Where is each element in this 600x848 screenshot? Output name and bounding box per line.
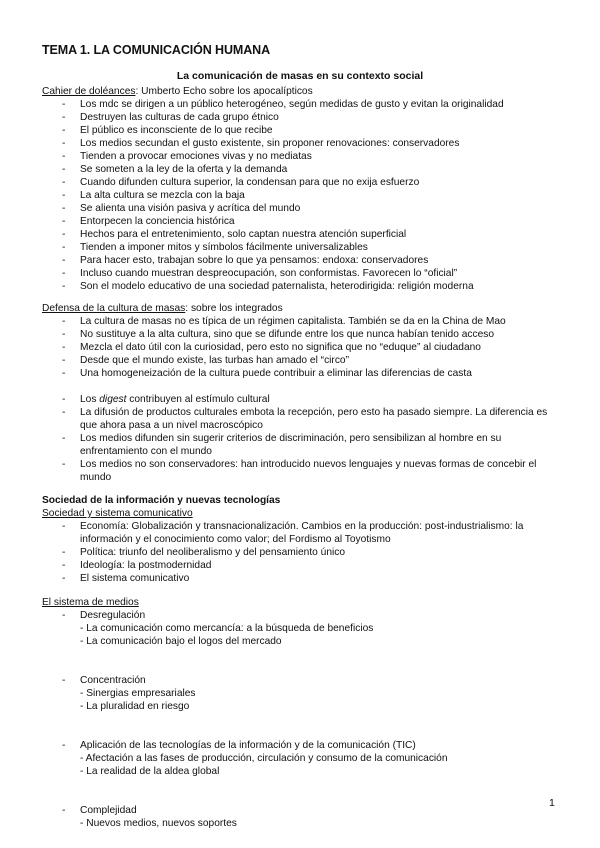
sub-item: - Sinergias empresariales [80,688,196,699]
sub-item: - La realidad de la aldea global [80,766,220,777]
group-label: - Concentración [80,675,146,686]
list-item: - Tienden a imponer mitos y símbolos fácilmente universalizables [42,241,562,254]
list-item: - Una homogeneización de la cultura puede contribuir a eliminar las diferencias de casta [42,367,562,380]
list-item: - La difusión de productos culturales embota la recepción, pero esto ha pasado siempre. La diferencia es que ahora pasa a un nivel macroscópico [42,406,562,432]
defensa-heading: Defensa de la cultura de masas [42,303,186,314]
sub-item: - La pluralidad en riesgo [80,701,190,712]
list-item: - Se alienta una visión pasiva y acrítica del mundo [42,202,562,215]
sociedad-list [42,520,562,585]
list-item: - Hechos para el entretenimiento, solo captan nuestra atención superficial [42,228,562,241]
list-item [42,804,562,830]
list-item: - El sistema comunicativo [42,572,562,585]
cahier-heading-line [42,85,562,98]
defensa-section [42,302,562,484]
list-item: - El público es inconsciente de lo que recibe [42,124,562,137]
list-item: - Ideología: la postmodernidad [42,559,562,572]
defensa-heading-rest: : sobre los integrados [185,303,283,314]
list-item: - Destruyen las culturas de cada grupo étnico [42,111,562,124]
page-number: 1 [549,797,555,809]
sociedad-heading: Sociedad de la información y nuevas tecnologías [42,495,281,506]
sub-item: - La comunicación como mercancía: a la búsqueda de beneficios [80,623,374,634]
medios-section [42,596,562,830]
digest-word: digest [99,394,127,405]
list-item: - Cuando difunden cultura superior, la condensan para que no exija esfuerzo [42,176,562,189]
medios-heading: El sistema de medios [42,597,139,608]
digest-post: contribuyen al estímulo cultural [126,394,270,405]
defensa-heading-line [42,302,562,315]
section-subtitle: La comunicación de masas en su contexto social [176,70,424,82]
list-item: - Se someten a la ley de la oferta y la demanda [42,163,562,176]
sub-item: - La comunicación bajo el logos del mercado [80,636,282,647]
cahier-list [42,98,562,293]
group-label: - Complejidad [80,805,137,816]
list-item: - Son el modelo educativo de una sociedad paternalista, heterodirigida: religión moderna [42,280,562,293]
list-item: - Para hacer esto, trabajan sobre lo que ya pensamos: endoxa: conservadores [42,254,562,267]
cahier-heading-rest: : Umberto Echo sobre los apocalípticos [135,86,313,97]
sociedad-subheading: Sociedad y sistema comunicativo [42,508,193,519]
list-item: - No sustituye a la alta cultura, sino que se difunde entre los que nunca habían tenido acceso [42,328,562,341]
sub-item: - Nuevos medios, nuevos soportes [80,818,237,829]
list-item: - La alta cultura se mezcla con la baja [42,189,562,202]
list-item: - Los medios secundan el gusto existente, sin proponer renovaciones: conservadores [42,137,562,150]
list-item: - Mezcla el dato útil con la curiosidad, pero esto no significa que no “eduque” al ciudadano [42,341,562,354]
medios-list [42,609,562,830]
cahier-heading: Cahier de doléances [42,86,136,97]
list-item: - Política: triunfo del neoliberalismo y del pensamiento único [42,546,562,559]
list-item: - Los medios difunden sin sugerir criterios de discriminación, pero sensibilizan al hombre en su enfrentamiento con el mundo [42,432,562,458]
list-item: - La cultura de masas no es típica de un régimen capitalista. También se da en la China de Mao [42,315,562,328]
list-item: - Desde que el mundo existe, las turbas han amado el “circo” [42,354,562,367]
list-item-digest [42,393,562,406]
digest-pre: Los [80,394,100,405]
page-title: TEMA 1. LA COMUNICACIÓN HUMANA [42,43,271,57]
list-item: - Tienden a provocar emociones vivas y no mediatas [42,150,562,163]
list-item: - Incluso cuando muestran despreocupación, son conformistas. Favorecen lo “oficial” [42,267,562,280]
group-label: - Aplicación de las tecnologías de la información y de la comunicación (TIC) [80,740,416,751]
sub-item: - Afectación a las fases de producción, circulación y consumo de la comunicación [80,753,448,764]
cahier-section [42,85,562,293]
list-item: - Los medios no son conservadores: han introducido nuevos lenguajes y nuevas formas de concebir el mundo [42,458,562,484]
defensa-list [42,315,562,380]
list-item: - Los mdc se dirigen a un público heterogéneo, según medidas de gusto y evitan la originalidad [42,98,562,111]
list-item: - Entorpecen la conciencia histórica [42,215,562,228]
list-item [42,674,562,739]
list-item: - Economía: Globalización y transnacionalización. Cambios en la producción: post-industrialismo: la información y el conocimiento como valor; del Fordismo al Toyotismo [42,520,562,546]
defensa-list-2 [42,393,562,484]
list-item [42,609,562,674]
list-item [42,739,562,804]
group-label: - Desregulación [80,610,146,621]
sociedad-section [42,494,562,585]
